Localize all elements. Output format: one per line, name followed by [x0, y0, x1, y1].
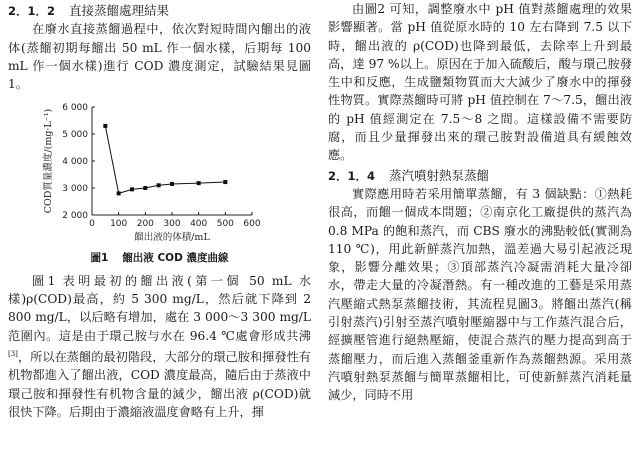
section-number: 2．1．4	[328, 168, 376, 183]
data-point	[103, 124, 107, 128]
reference-marker: [3]	[8, 349, 18, 358]
y-tick-label: 6 000	[62, 103, 88, 114]
y-tick-label: 2 000	[62, 211, 88, 222]
section-heading-2-1-2	[8, 2, 311, 20]
figure-number: 圖1	[90, 252, 109, 265]
x-tick-label: 500	[216, 219, 234, 230]
data-point	[117, 192, 121, 196]
paragraph-text: 圖1 表明最初的餾出液(第一個 50 mL 水樣)ρ(COD)最高，約 5 300 mg/L，然后就下降到 2 800 mg/L，以后略有增加，處在 3 000～3 300 mg/L 范圍內。這是由于環己胺与水在 96.4 ℃處會形成共沸	[8, 273, 311, 343]
paragraph: 實際應用時若采用簡單蒸餾，有 3 個缺點：①熱耗很高，而餾一個成本問題；②南京化工廠提供的蒸汽為 0.8 MPa 的飽和蒸汽，而 CBS 廢水的沸點較低(實測為 110 ℃)，用此新鮮蒸汽加熱，溫差過大易引起液泛現象，影響分離效果；③頂部蒸汽冷凝需消耗大量冷卻水，帶走大量的冷凝潛熱。有一種改進的工藝是采用蒸汽壓縮式熱泵蒸餾技術，其流程見圖3。將餾出蒸汽(稱引射蒸汽)引射至蒸汽噴射壓縮器中与工作蒸汽混合后，經擴壓管進行絕熱壓縮，使混合蒸汽的壓力提高到高于蒸餾壓力，而后進入蒸餾釜重新作為蒸餾熱源。采用蒸汽噴射熱泵蒸餾与簡單蒸餾相比，可使新鮮蒸汽消耗量減少，同時不用	[328, 186, 632, 403]
y-tick-label: 5 000	[62, 130, 88, 141]
x-tick-label: 100	[110, 219, 128, 230]
data-point	[197, 182, 201, 186]
data-point	[130, 188, 134, 192]
data-point	[170, 182, 174, 186]
series-line	[105, 126, 225, 193]
x-tick-label: 0	[89, 219, 95, 230]
data-point	[143, 186, 147, 190]
section-title: 蒸汽噴射熱泵蒸餾	[389, 167, 490, 183]
y-axis-label: COD質量濃度/(mg·L⁻¹)	[43, 109, 54, 214]
x-tick-label: 400	[190, 219, 208, 230]
paragraph: 在廢水直接蒸餾過程中，依次對短時間內餾出的液体(蒸餾初期每餾出 50 mL 作一個水樣，后期每 100 mL 作一個水樣)進行 COD 濃度測定，試驗結果見圖1。	[8, 22, 311, 92]
right-column	[328, 0, 632, 405]
paragraph: 由圖2 可知，調整廢水中 pH 值對蒸餾處理的效果影響顯著。當 pH 值從原水時的 10 左右降到 7.5 以下時，餾出液的 ρ(COD)也降到最低，去除率上升到最高，達 97 %以上。原因在于加入硫酸后，酸与環己胺發生中和反應，生成鹽類物質而大大減少了廢水中的揮發性物質。實際蒸餾時可將 pH 值控制在 7～7.5，餾出液的 pH 值經測定在 7.5～8 之間。這樣設備不需要防腐，而且少量揮發出來的環己胺對設備道具有緩蝕效應。	[328, 2, 632, 163]
paragraph-text-cont: ，所以在蒸餾的最初階段，大部分的環己胺和揮發性有机物都進入了餾出液，COD 濃度最高，隨后由于蒸液中環己胺和揮發性有机物含量的減少，餾出液 ρ(COD)就很快下降。后期由于濃縮液溫度會略有上升，揮	[8, 350, 311, 419]
x-tick-label: 200	[136, 219, 154, 230]
x-tick-label: 600	[243, 219, 261, 230]
data-point	[157, 184, 161, 188]
x-tick-label: 300	[163, 219, 181, 230]
figure-caption	[8, 249, 311, 267]
data-point	[223, 181, 227, 185]
section-number: 2．1．2	[8, 4, 56, 18]
figure-title: 餾出液 COD 濃度曲線	[122, 252, 229, 265]
left-column	[8, 0, 311, 421]
x-axis-label: 餾出液的体積/mL	[134, 232, 210, 244]
y-tick-label: 4 000	[62, 157, 88, 168]
section-heading-2-1-4	[328, 167, 632, 185]
paragraph	[8, 272, 311, 421]
section-title: 直接蒸餾處理結果	[69, 3, 170, 18]
cod-concentration-chart	[42, 97, 267, 245]
cod-chart-figure	[8, 97, 311, 247]
y-tick-label: 3 000	[62, 184, 88, 195]
